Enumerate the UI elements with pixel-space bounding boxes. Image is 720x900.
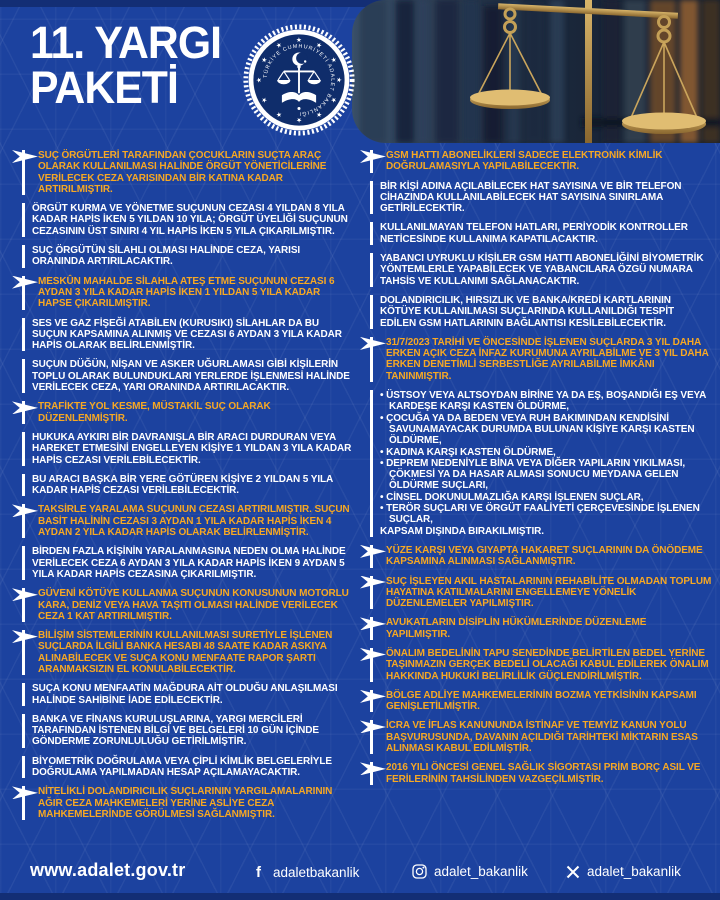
svg-text:★: ★	[314, 41, 324, 51]
list-item	[22, 359, 352, 393]
item-text: MESKÛN MAHALDE SİLAHLA ATEŞ ETME SUÇUNUN CEZASI 6 AYDAN 3 YILA KADAR HAPİS İKEN 1 YILDAN 5 YILA KADAR HAPSE ÇIKARILMIŞTIR.	[22, 276, 352, 310]
sub-bullet: • TERÖR SUÇLARI VE ÖRGÜT FAALİYETİ ÇERÇEVESİNDE İŞLENEN SUÇLAR,	[380, 503, 700, 526]
item-text: NİTELİKLİ DOLANDIRICILIK SUÇLARININ YARGILAMALARININ AĞIR CEZA MAHKEMELERİ YERİNE ASLİYE CEZA MAHKEMELERİNDE GÖRÜLMESİ SAĞLANMIŞTIR.	[22, 786, 352, 820]
list-item	[22, 546, 352, 580]
x-icon	[566, 865, 580, 879]
list-item	[22, 245, 352, 268]
x-handle-text: adalet_bakanlik	[587, 864, 681, 879]
svg-text:★: ★	[314, 109, 324, 119]
item-text: TRAFİKTE YOL KESME, MÜSTAKİL SUÇ OLARAK DÜZENLENMİŞTİR.	[22, 401, 352, 424]
list-item	[22, 203, 352, 237]
website-link[interactable]: www.adalet.gov.tr	[30, 860, 186, 880]
list-item	[22, 401, 352, 424]
bottom-strip	[0, 893, 720, 900]
facebook-handle-text: adaletbakanlik	[273, 864, 360, 880]
item-text: YABANCI UYRUKLU KİŞİLER GSM HATTI ABONELİĞİNİ BİYOMETRİK YÖNTEMLERLE YAPABİLECEK VE YABANCILARA ÖZGÜ NUMARA TAHSİS VE KULLANIMI SAĞLANACAKTIR.	[370, 253, 712, 287]
logo-circular-text: TÜRKİYE CUMHURİYETİ ADALET BAKANLIĞI	[262, 43, 336, 117]
sub-bullet: • ÜSTSOY VEYA ALTSOYDAN BİRİNE YA DA EŞ, BOŞANDIĞI EŞ VEYA KARDEŞE KARŞI KASTEN ÖLDÜRME,	[380, 390, 706, 413]
list-item	[370, 720, 712, 754]
sub-bullet: • CİNSEL DOKUNULMAZLIĞA KARŞI İŞLENEN SUÇLAR,	[380, 491, 644, 503]
list-item	[370, 337, 712, 382]
item-text: ÖRGÜT KURMA VE YÖNETME SUÇUNUN CEZASI 4 YILDAN 8 YILA KADAR HAPİS İKEN 5 YILDAN 10 YILA; ÖRGÜT ÜYELİĞİ SUÇUNUN CEZASININ ÜST SINIRI 4 YIL HAPİS İKEN 5 YILA ÇIKARILMIŞTIR.	[22, 203, 352, 237]
sub-bullet-closing-line: KAPSAM DIŞINDA BIRAKILMIŞTIR.	[380, 525, 544, 537]
page-title-line1: 11. YARGI	[30, 17, 222, 68]
list-item	[370, 390, 712, 537]
item-text: BANKA VE FİNANS KURULUŞLARINA, YARGI MERCİLERİ TARAFINDAN İSTENEN BİLGİ VE BELGELERİ 10 GÜN İÇİNDE GÖNDERME ZORUNLULUĞU GETİRİLMİŞTİR.	[22, 714, 352, 748]
list-item	[370, 648, 712, 682]
svg-text:★: ★	[256, 77, 263, 83]
sub-bullet: • ÇOCUĞA YA DA BEDEN VEYA RUH BAKIMINDAN KENDİSİNİ SAVUNAMAYACAK DURUMDA BULUNAN KİŞİYE KARŞI KASTEN ÖLDÜRME,	[380, 412, 695, 447]
list-item	[22, 318, 352, 352]
list-item	[22, 432, 352, 466]
item-text: BİLİŞİM SİSTEMLERİNİN KULLANILMASI SURETİYLE İŞLENEN SUÇLARDA İLGİLİ BANKA HESABI 48 SAATE KADAR ASKIYA ALINABİLECEK VE SUÇA KONU MENFAATE RAPOR ŞARTI ARANMAKSIZIN EL KONULABİLECEKTİR.	[22, 630, 352, 675]
item-text: BİYOMETRİK DOĞRULAMA VEYA ÇİPLİ KİMLİK BELGELERİYLE DOĞRULAMA YAPILMADAN HESAP AÇILAMAYACAKTIR.	[22, 756, 352, 779]
list-item	[22, 588, 352, 622]
item-text: TAKSİRLE YARALAMA SUÇUNUN CEZASI ARTIRILMIŞTIR. SUÇUN BASİT HALİNİN CEZASI 3 AYDAN 1 YILA KADAR HAPİS İKEN 4 AYDAN 2 YILA KADAR HAPİS OLARAK BELİRLENMİŞTİR.	[22, 504, 352, 538]
item-text: SUÇ ÖRGÜTLERİ TARAFINDAN ÇOCUKLARIN SUÇTA ARAÇ OLARAK KULLANILMASI HALİNDE ÖRGÜT YÖNETİCİLERİNE VERİLECEK CEZA YARISINDAN BİR KATINA KADAR ARTIRILMIŞTIR.	[22, 150, 352, 195]
item-text: KULLANILMAYAN TELEFON HATLARI, PERİYODİK KONTROLLER NETİCESİNDE KULLANIMA KAPATILACAKTIR.	[370, 222, 712, 245]
svg-text:★: ★	[260, 55, 270, 65]
item-text: 31/7/2023 TARİHİ VE ÖNCESİNDE İŞLENEN SUÇLARDA 3 YIL DAHA ERKEN AÇIK CEZA İNFAZ KURUMUNA AYRILABİLME VE 3 YIL DAHA ERKEN DENETİMLİ SERBESTLİĞE AYRILABİLME İMKÂNI TANINMIŞTIR.	[370, 337, 712, 382]
list-item	[370, 295, 712, 329]
svg-text:★: ★	[335, 77, 342, 83]
sub-bullet: • DEPREM NEDENİYLE BİNA VEYA DİĞER YAPILARIN YIKILMASI, ÇÖKMESİ YA DA HASAR ALMASI SONUCU MEYDANA GELEN ÖLDÜRME SUÇLARI,	[380, 457, 686, 492]
item-text: SUÇ İŞLEYEN AKIL HASTALARININ REHABİLİTE OLMADAN TOPLUM HAYATINA KATILMALARINI ENGELLEMEYE YÖNELİK DÜZENLEMELER YAPILMIŞTIR.	[370, 576, 712, 610]
svg-text:★: ★	[328, 55, 338, 65]
list-item	[22, 683, 352, 706]
list-item	[22, 150, 352, 195]
left-column	[14, 150, 352, 828]
page-title	[30, 17, 222, 113]
list-item	[22, 756, 352, 779]
svg-text:★: ★	[274, 109, 284, 119]
item-text: SES VE GAZ FİŞEĞİ ATABİLEN (KURUSIKI) SİLAHLAR DA BU SUÇUN KAPSAMINA ALINMIŞ VE CEZASI 6 AYDAN 3 YILA KADAR HAPİS OLARAK BELİRLENMİŞTİR.	[22, 318, 352, 352]
item-text: YÜZE KARŞI VEYA GIYAPTA HAKARET SUÇLARININ DA ÖNÖDEME KAPSAMINA ALINMASI SAĞLANMIŞTIR.	[370, 545, 712, 568]
facebook-handle[interactable]	[256, 864, 359, 880]
item-text: HUKUKA AYKIRI BİR DAVRANIŞLA BİR ARACI DURDURAN VEYA HAREKET ETMESİNİ ENGELLEYEN KİŞİYE 1 YILDAN 3 YILA KADAR HAPİS CEZASI VERİLEBİLECEKTİR.	[22, 432, 352, 466]
list-item	[370, 762, 712, 785]
item-text: GÜVENİ KÖTÜYE KULLANMA SUÇUNUN KONUSUNUN MOTORLU KARA, DENİZ VEYA HAVA TAŞITI OLMASI HALİNDE VERİLECEK CEZA 1 KAT ARTIRILMIŞTIR.	[22, 588, 352, 622]
item-text: BU ARACI BAŞKA BİR YERE GÖTÜREN KİŞİYE 2 YILDAN 5 YILA KADAR HAPİS CEZASI VERİLEBİLECEKTİR.	[22, 474, 352, 497]
svg-text:★: ★	[328, 95, 338, 105]
item-text: SUÇA KONU MENFAATİN MAĞDURA AİT OLDUĞU ANLAŞILMASI HALİNDE SAHİBİNE İADE EDİLECEKTİR.	[22, 683, 352, 706]
list-item	[370, 576, 712, 610]
list-item	[22, 630, 352, 675]
facebook-icon	[256, 864, 266, 880]
item-text: GSM HATTI ABONELİKLERİ SADECE ELEKTRONİK KİMLİK DOĞRULAMASIYLA YAPILABİLECEKTİR.	[370, 150, 712, 173]
list-item	[370, 150, 712, 173]
svg-text:f: f	[256, 864, 261, 880]
instagram-handle-text: adalet_bakanlik	[434, 864, 528, 879]
ministry-of-justice-logo	[242, 23, 356, 137]
svg-text:★: ★	[296, 116, 302, 123]
list-item	[22, 504, 352, 538]
item-text: SUÇ ÖRGÜTÜN SİLAHLI OLMASI HALİNDE CEZA, YARISI ORANINDA ARTIRILACAKTIR.	[22, 245, 352, 268]
svg-text:★: ★	[296, 37, 302, 44]
instagram-handle[interactable]	[412, 864, 528, 879]
item-text: İCRA VE İFLAS KANUNUNDA İSTİNAF VE TEMYİZ KANUN YOLU BAŞVURUSUNDA, DAVANIN AÇILDIĞI TARİHTEKİ MİKTARIN ESAS ALINMASI KABUL EDİLMİŞTİR.	[370, 720, 712, 754]
list-item	[22, 276, 352, 310]
item-text: BÖLGE ADLİYE MAHKEMELERİNİN BOZMA YETKİSİNİN KAPSAMI GENİŞLETİLMİŞTİR.	[370, 690, 712, 713]
list-item	[370, 222, 712, 245]
page-title-line2: PAKETİ	[30, 62, 178, 113]
footer	[0, 857, 720, 893]
item-text: AVUKATLARIN DİSİPLİN HÜKÜMLERİNDE DÜZENLEME YAPILMIŞTIR.	[370, 617, 712, 640]
item-text: ÖNALIM BEDELİNİN TAPU SENEDİNDE BELİRTİLEN BEDEL YERİNE TAŞINMAZIN GERÇEK BEDELİ OLACAĞI KABUL EDİLEREK ÖNALIM HAKKINDA HUKUKİ BELİRLİLİK GÜÇLENDİRİLMİŞTİR.	[370, 648, 712, 682]
x-handle[interactable]	[566, 864, 681, 879]
svg-text:★: ★	[274, 41, 284, 51]
item-text: SUÇUN DÜĞÜN, NİŞAN VE ASKER UĞURLAMASI GİBİ KİŞİLERİN TOPLU OLARAK BULUNDUKLARI YERLERDE İŞLENMESİ HALİNDE VERİLECEK CEZA, YARI ORANINDA ARTIRILACAKTIR.	[22, 359, 352, 393]
list-item	[370, 617, 712, 640]
scales-of-justice-photo	[352, 0, 720, 143]
item-text: BİRDEN FAZLA KİŞİNİN YARALANMASINA NEDEN OLMA HALİNDE VERİLECEK CEZA 6 AYDAN 3 YILA KADAR HAPİS İKEN 9 AYDAN 5 YILA KADAR HAPİS CEZASINA ÇIKARILMIŞTIR.	[22, 546, 352, 580]
item-text: DOLANDIRICILIK, HIRSIZLIK VE BANKA/KREDİ KARTLARININ KÖTÜYE KULLANILMASI SUÇLARINDA KULLANILDIĞI TESPİT EDİLEN GSM HATLARININ BAĞLANTISI KESİLEBİLECEKTİR.	[370, 295, 712, 329]
item-text: 2016 YILI ÖNCESİ GENEL SAĞLIK SİGORTASI PRİM BORÇ ASIL VE FERİLERİNİN TAHSİLİNDEN VAZGEÇİLMİŞTİR.	[370, 762, 712, 785]
instagram-icon	[412, 864, 427, 879]
sub-bullet: • KADINA KARŞI KASTEN ÖLDÜRME,	[380, 446, 556, 458]
list-item	[22, 714, 352, 748]
list-item	[370, 545, 712, 568]
list-item	[370, 690, 712, 713]
item-text: BİR KİŞİ ADINA AÇILABİLECEK HAT SAYISINA VE BİR TELEFON CİHAZINDA KULLANILABİLECEK HAT SAYISINA SINIRLAMA GETİRİLECEKTİR.	[370, 181, 712, 215]
list-item	[370, 253, 712, 287]
svg-text:★: ★	[260, 95, 270, 105]
list-item	[22, 474, 352, 497]
list-item	[22, 786, 352, 820]
list-item	[370, 181, 712, 215]
right-column	[362, 150, 712, 793]
item-text	[370, 390, 712, 537]
